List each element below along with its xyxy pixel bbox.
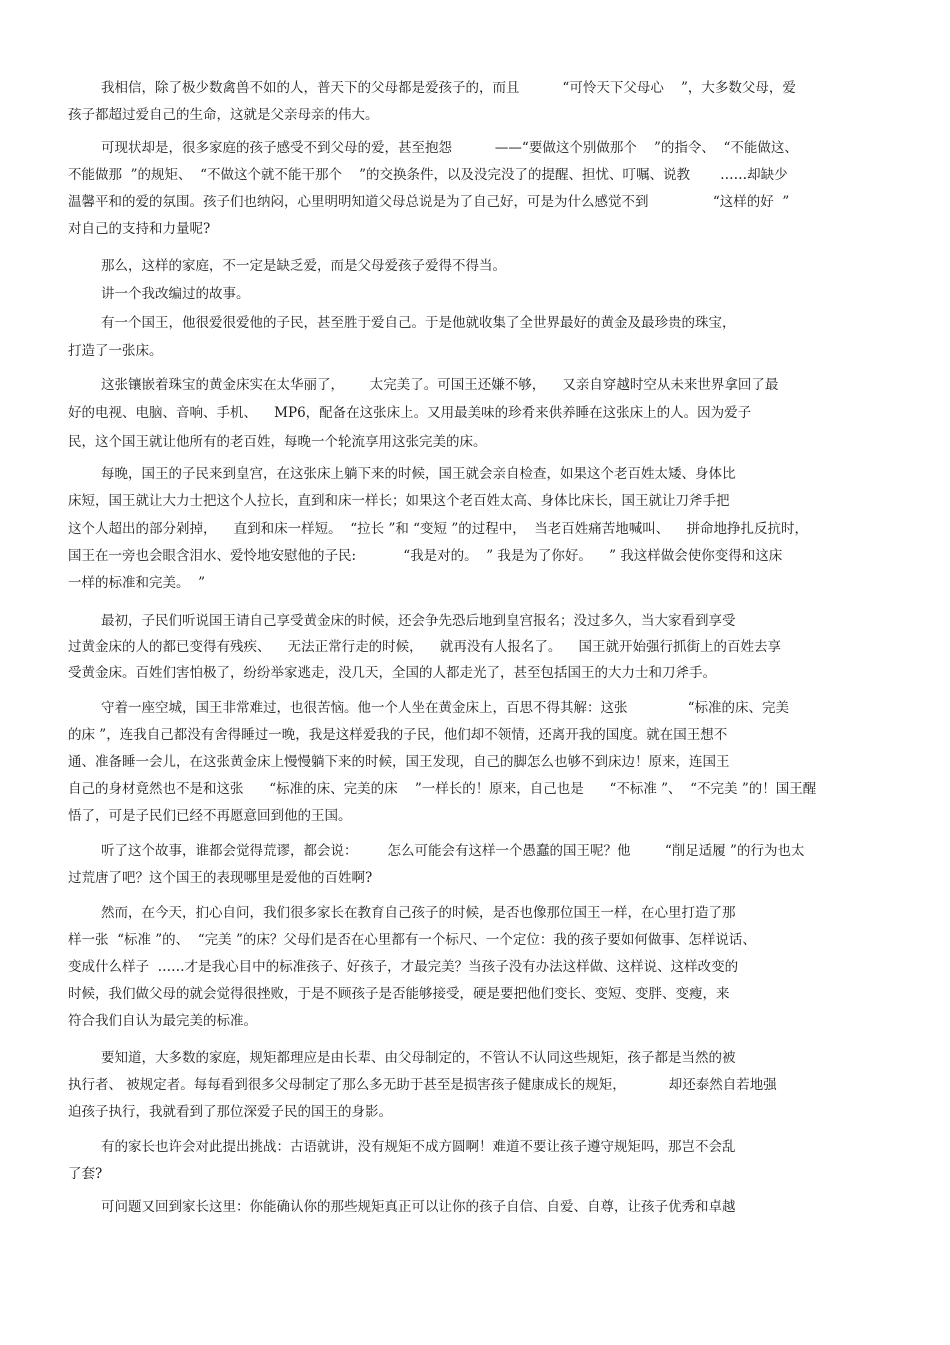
text-line: 变成什么样子 ……才是我心目中的标准孩子、好孩子，才最完美？当孩子没有办法这样做、这样说、这样改变的 <box>68 959 739 975</box>
text-line: 可现状却是，很多家庭的孩子感受不到父母的爱，甚至抱怨 ——“要做这个别做那个 ”的指令、 “不能做这、 <box>101 140 798 156</box>
text-line: 有的家长也许会对此提出挑战：古语就讲，没有规矩不成方圆啊！难道不要让孩子遵守规矩吗，那岂不会乱 <box>101 1139 736 1155</box>
text-line: 有一个国王，他很爱很爱他的子民，甚至胜于爱自己。于是他就收集了全世界最好的黄金及最珍贵的珠宝， <box>101 315 736 331</box>
text-line: 过荒唐了吧？这个国王的表现哪里是爱他的百姓啊? <box>68 870 373 886</box>
text-line: 对自己的支持和力量呢? <box>68 221 211 237</box>
text-line: 通、准备睡一会儿，在这张黄金床上慢慢躺下来的时候，国王发现，自己的脚怎么也够不到床边！原来，连国王 <box>68 754 730 770</box>
text-line: 不能做那 ”的规矩、 “不做这个就不能干那个 ”的交换条件，以及没完没了的提醒、担忧、叮嘱、说教 ……却缺少 <box>68 167 788 183</box>
text-line: 听了这个故事，谁都会觉得荒谬，都会说： 怎么可能会有这样一个愚蠢的国王呢？他 “削足适履 ”的行为也太 <box>101 843 805 859</box>
text-line: 迫孩子执行，我就看到了那位深爱子民的国王的身影。 <box>68 1104 392 1120</box>
text-line: 可问题又回到家长这里：你能确认你的那些规矩真正可以让你的孩子自信、自爱、自尊，让孩子优秀和卓越 <box>101 1199 736 1215</box>
text-line: 打造了一张床。 <box>68 343 163 359</box>
text-line: 床短，国王就让大力士把这个人拉长，直到和床一样长；如果这个老百姓太高、身体比床长，国王就让刀斧手把 <box>68 493 730 509</box>
text-line: 要知道，大多数的家庭，规矩都理应是由长辈、由父母制定的，不管认不认同这些规矩，孩子都是当然的被 <box>101 1050 736 1066</box>
text-line: 讲一个我改编过的故事。 <box>101 286 250 302</box>
text-line: 悟了，可是子民们已经不再愿意回到他的王国。 <box>68 808 352 824</box>
text-line: 过黄金床的人的都已变得有残疾、 无法正常行走的时候， 就再没有人报名了。 国王就开始强行抓街上的百姓去享 <box>68 639 781 655</box>
text-line: 时候，我们做父母的就会觉得很挫败，于是不顾孩子是否能够接受，硬是要把他们变长、变短、变胖、变瘦，来 <box>68 986 730 1002</box>
text-line: 样一张 “标准 ”的、 “完美 ”的床？父母们是否在心里都有一个标尺、一个定位：我的孩子要如何做事、怎样说话、 <box>68 932 756 948</box>
text-line: 一样的标准和完美。 ” <box>68 575 205 591</box>
text-line: 我相信，除了极少数禽兽不如的人，普天下的父母都是爱孩子的，而且 “可怜天下父母心 ”，大多数父母，爱 <box>101 80 796 96</box>
text-line: 那么，这样的家庭，不一定是缺乏爱，而是父母爱孩子爱得不得当。 <box>101 258 506 274</box>
text-line: 的床 ”，连我自己都没有舍得睡过一晚，我是这样爱我的子民，他们却不领情，还离开我的国度。就在国王想不 <box>68 727 728 743</box>
text-line: 这张镶嵌着珠宝的黄金床实在太华丽了， 太完美了。可国王还嫌不够， 又亲自穿越时空从未来世界拿回了最 <box>101 377 779 393</box>
text-line: 每晚，国王的子民来到皇宫，在这张床上躺下来的时候，国王就会亲自检查，如果这个老百姓太矮、身体比 <box>101 466 736 482</box>
text-line: 守着一座空城，国王非常难过，也很苦恼。他一个人坐在黄金床上，百思不得其解：这张 “标准的床、完美 <box>101 700 789 716</box>
text-line: 受黄金床。百姓们害怕极了，纷纷举家逃走，没几天，全国的人都走光了，甚至包括国王的大力士和刀斧手。 <box>68 665 716 681</box>
text-line: 然而，在今天，扪心自问，我们很多家长在教育自己孩子的时候，是否也像那位国王一样，在心里打造了那 <box>101 905 736 921</box>
text-line: 温馨平和的爱的氛围。孩子们也纳闷，心里明明知道父母总说是为了自己好，可是为什么感觉不到 “这样的好 ” <box>68 194 790 210</box>
text-line: 自己的身材竟然也不是和这张 “标准的床、完美的床 ”一样长的！原来，自己也是 “不标准 ”、 “不完美 ”的！国王醒 <box>68 781 817 797</box>
text-line: 民，这个国王就让他所有的老百姓，每晚一个轮流享用这张完美的床。 <box>68 434 487 450</box>
text-line: 这个人超出的部分剁掉， 直到和床一样短。 “拉长 ”和 “变短 ”的过程中， 当老百姓痛苦地喊叫、 拼命地挣扎反抗时， <box>68 521 808 537</box>
text-line: 执行者、 被规定者。每每看到很多父母制定了那么多无助于甚至是损害孩子健康成长的规矩， 却还泰然自若地强 <box>68 1077 777 1093</box>
text-line: 最初，子民们听说国王请自己享受黄金床的时候，还会争先恐后地到皇宫报名；没过多久，当大家看到享受 <box>101 613 736 629</box>
text-line: 了套? <box>68 1166 103 1182</box>
text-line: 国王在一旁也会眼含泪水、爱怜地安慰他的子民: “我是对的。 ” 我是为了你好。 ” 我这样做会使你变得和这床 <box>68 548 783 564</box>
text-line: 孩子都超过爱自己的生命，这就是父亲母亲的伟大。 <box>68 107 379 123</box>
text-line: 符合我们自认为最完美的标准。 <box>68 1013 257 1029</box>
text-line: 好的电视、电脑、音响、手机、 MP6，配备在这张床上。又用最美味的珍肴来供养睡在这张床上的人。因为爱子 <box>68 405 752 421</box>
